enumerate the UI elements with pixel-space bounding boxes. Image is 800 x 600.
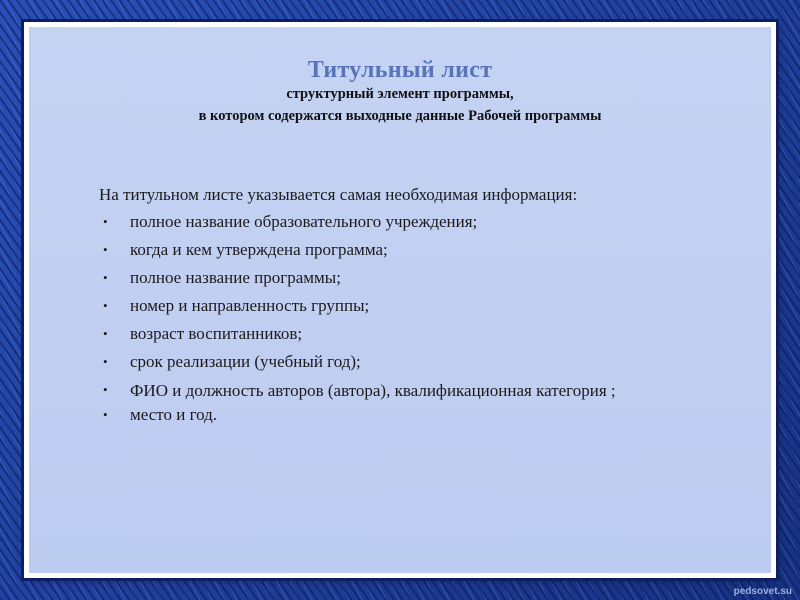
watermark: pedsovet.su — [733, 586, 792, 597]
bullet-dot-icon: • — [103, 297, 108, 313]
list-item-text: полное название программы; — [130, 267, 341, 287]
list-item-text: срок реализации (учебный год); — [130, 351, 361, 371]
slide-title: Титульный лист — [307, 57, 493, 83]
bullet-dot-icon: • — [103, 269, 108, 285]
bullet-dot-icon: • — [103, 353, 108, 369]
list-item — [99, 293, 739, 320]
bullet-dot-icon: • — [103, 407, 108, 422]
list-item — [99, 377, 739, 401]
bullet-dot-icon: • — [103, 381, 108, 397]
intro-text: На титульном листе указывается самая необходимая информация: — [99, 185, 578, 204]
subtitle-line: в котором содержатся выходные данные Рабочей программы — [198, 108, 602, 124]
list-item-text: возраст воспитанников; — [130, 323, 303, 343]
subtitle-line: структурный элемент программы, — [286, 86, 514, 102]
bullet-dot-icon: • — [103, 213, 108, 229]
list-item-text: место и год. — [130, 405, 218, 424]
list-item — [99, 237, 739, 264]
list-item-text: когда и кем утверждена программа; — [130, 239, 388, 259]
bullet-dot-icon: • — [103, 325, 108, 341]
bullet-dot-icon: • — [103, 241, 108, 257]
bullet-list — [99, 209, 739, 429]
list-item — [99, 209, 739, 236]
list-item-text: ФИО и должность авторов (автора), квалификационная категория ; — [130, 380, 616, 400]
slide-body — [99, 182, 739, 430]
list-item — [99, 349, 739, 376]
list-item — [99, 321, 739, 348]
list-item-text: полное название образовательного учреждения; — [130, 211, 478, 231]
slide-panel — [28, 26, 772, 574]
slide-subtitle — [29, 85, 771, 129]
list-item — [99, 265, 739, 292]
list-item — [99, 402, 739, 429]
list-item-text: номер и направленность группы; — [130, 295, 370, 315]
